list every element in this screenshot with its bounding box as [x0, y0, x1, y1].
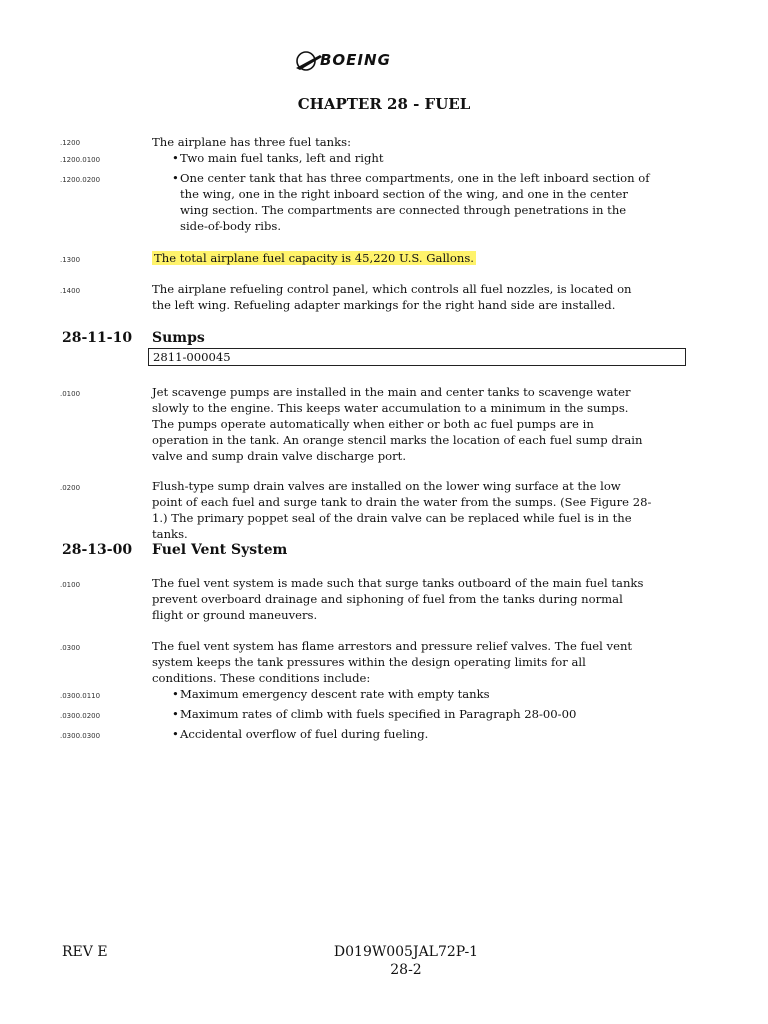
- paragraph-ref: .0200: [60, 484, 81, 492]
- section-number: 28-11-10: [62, 330, 133, 346]
- paragraph: The fuel vent system has flame arrestors and pressure relief valves. The fuel vent system keeps the tank pressures within the design operating limits for all conditions. These conditions include:: [152, 639, 633, 685]
- paragraph-ref: .0300.0200: [60, 712, 101, 720]
- bullet-dot: •: [172, 687, 179, 701]
- boeing-logo: [294, 46, 424, 76]
- section-id-box: 2811-000045: [148, 348, 686, 366]
- paragraph-ref: .1200.0100: [60, 156, 101, 164]
- bullet-item: [172, 150, 652, 166]
- bullet-dot: •: [172, 151, 179, 165]
- highlighted-text: The total airplane fuel capacity is 45,220 U.S. Gallons.: [154, 251, 474, 265]
- paragraph-ref: .1400: [60, 287, 81, 295]
- paragraph: The fuel vent system is made such that surge tanks outboard of the main fuel tanks prevent overboard drainage and siphoning of fuel from the tanks during normal flight or ground maneuvers.: [152, 576, 644, 622]
- bullet-dot: •: [172, 707, 179, 721]
- section-title: Fuel Vent System: [152, 542, 288, 558]
- section-number: 28-13-00: [62, 542, 133, 558]
- paragraph-ref: .0300: [60, 644, 81, 652]
- paragraph: The airplane refueling control panel, which controls all fuel nozzles, is located on the left wing. Refueling adapter markings for the right hand side are installed.: [152, 282, 632, 312]
- paragraph-ref: .1200.0200: [60, 176, 101, 184]
- section-title: Sumps: [152, 330, 205, 346]
- page-number: 28-2: [390, 962, 422, 978]
- paragraph: Flush-type sump drain valves are installed on the lower wing surface at the low point of each fuel and surge tank to drain the water from the sumps. (See Figure 28-1.) The primary poppet seal of the drain valve can be replaced while fuel is in the tanks.: [152, 479, 652, 541]
- revision-label: REV E: [62, 944, 108, 960]
- paragraph-ref: .0300.0300: [60, 732, 101, 740]
- paragraph-ref: .1200: [60, 139, 81, 147]
- bullet-item: [172, 706, 652, 722]
- document-number: D019W005JAL72P-1: [333, 944, 479, 960]
- chapter-title: CHAPTER 28 - FUEL: [297, 95, 471, 113]
- bullet-dot: •: [172, 727, 179, 741]
- bullet-text: Maximum emergency descent rate with empty tanks: [180, 687, 490, 701]
- paragraph: Jet scavenge pumps are installed in the main and center tanks to scavenge water slowly to the engine. This keeps water accumulation to a minimum in the sumps. The pumps operate automatically when either or both ac fuel pumps are in operation in the tank. An orange stencil marks the location of each fuel sump drain valve and sump drain valve discharge port.: [152, 385, 643, 463]
- bullet-text: Accidental overflow of fuel during fueling.: [180, 727, 429, 741]
- paragraph-ref: .0300.0110: [60, 692, 101, 700]
- bullet-item: [172, 170, 652, 234]
- paragraph: [152, 250, 652, 266]
- bullet-text: Maximum rates of climb with fuels specified in Paragraph 28-00-00: [180, 707, 577, 721]
- paragraph: The airplane has three fuel tanks:: [152, 135, 351, 149]
- paragraph-ref: .0100: [60, 390, 81, 398]
- bullet-item: [172, 726, 652, 742]
- paragraph-ref: .1300: [60, 256, 81, 264]
- bullet-text: Two main fuel tanks, left and right: [180, 151, 384, 165]
- bullet-text: One center tank that has three compartments, one in the left inboard section of the wing, one in the right inboard section of the wing, and one in the center wing section. The compartments are connected through penetrations in the side-of-body ribs.: [180, 171, 650, 233]
- logo-text: BOEING: [320, 51, 391, 69]
- bullet-item: [172, 686, 652, 702]
- paragraph-ref: .0100: [60, 581, 81, 589]
- bullet-dot: •: [172, 171, 179, 185]
